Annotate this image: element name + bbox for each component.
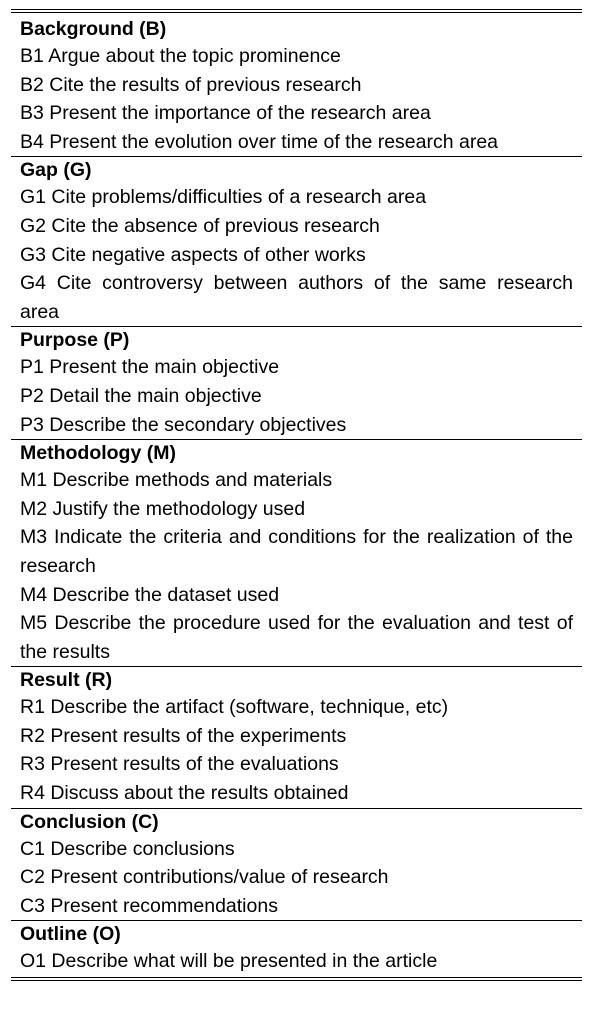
list-item: M4 Describe the dataset used	[20, 583, 280, 606]
section-heading: Background (B)	[20, 18, 167, 40]
section-heading: Result (R)	[20, 669, 113, 692]
list-item: B1 Argue about the topic prominence	[20, 45, 341, 67]
section-heading: Outline (O)	[20, 923, 121, 946]
list-item: M1 Describe methods and materials	[20, 469, 333, 492]
section-background	[11, 16, 582, 156]
list-item: G3 Cite negative aspects of other works	[20, 243, 366, 266]
bottom-double-rule	[11, 977, 582, 981]
section-heading: Gap (G)	[20, 159, 92, 182]
list-item: G1 Cite problems/difficulties of a research area	[20, 186, 427, 209]
section-heading: Methodology (M)	[20, 442, 176, 465]
section-purpose	[11, 326, 582, 439]
list-item: G2 Cite the absence of previous research	[20, 214, 380, 237]
list-item: B2 Cite the results of previous research	[20, 73, 362, 96]
list-item: M3 Indicate the criteria and conditions for the realization of the research	[20, 526, 573, 577]
list-item: C2 Present contributions/value of research	[20, 866, 389, 889]
list-item: B3 Present the importance of the research area	[20, 102, 431, 125]
list-item: P3 Describe the secondary objectives	[20, 413, 347, 436]
list-item: C1 Describe conclusions	[20, 837, 235, 860]
section-gap	[11, 156, 582, 326]
list-item: C3 Present recommendations	[20, 894, 278, 917]
section-heading: Conclusion (C)	[20, 810, 159, 833]
section-methodology	[11, 439, 582, 666]
list-item: B4 Present the evolution over time of the research area	[20, 130, 499, 153]
list-item: P1 Present the main objective	[20, 356, 280, 379]
list-item: O1 Describe what will be presented in the article	[20, 950, 438, 973]
list-item: R3 Present results of the evaluations	[20, 753, 339, 776]
list-item: G4 Cite controversy between authors of the same research area	[20, 272, 573, 323]
section-conclusion	[11, 808, 582, 921]
rhetorical-moves-table	[11, 9, 582, 981]
section-result	[11, 666, 582, 807]
list-item: R1 Describe the artifact (software, technique, etc)	[20, 696, 449, 719]
section-outline	[11, 920, 582, 976]
list-item: M5 Describe the procedure used for the evaluation and test of the results	[20, 612, 573, 663]
list-item: R2 Present results of the experiments	[20, 724, 347, 747]
list-item: M2 Justify the methodology used	[20, 497, 306, 520]
list-item: R4 Discuss about the results obtained	[20, 782, 349, 805]
top-double-rule	[11, 9, 582, 13]
section-heading: Purpose (P)	[20, 329, 130, 352]
list-item: P2 Detail the main objective	[20, 384, 262, 407]
